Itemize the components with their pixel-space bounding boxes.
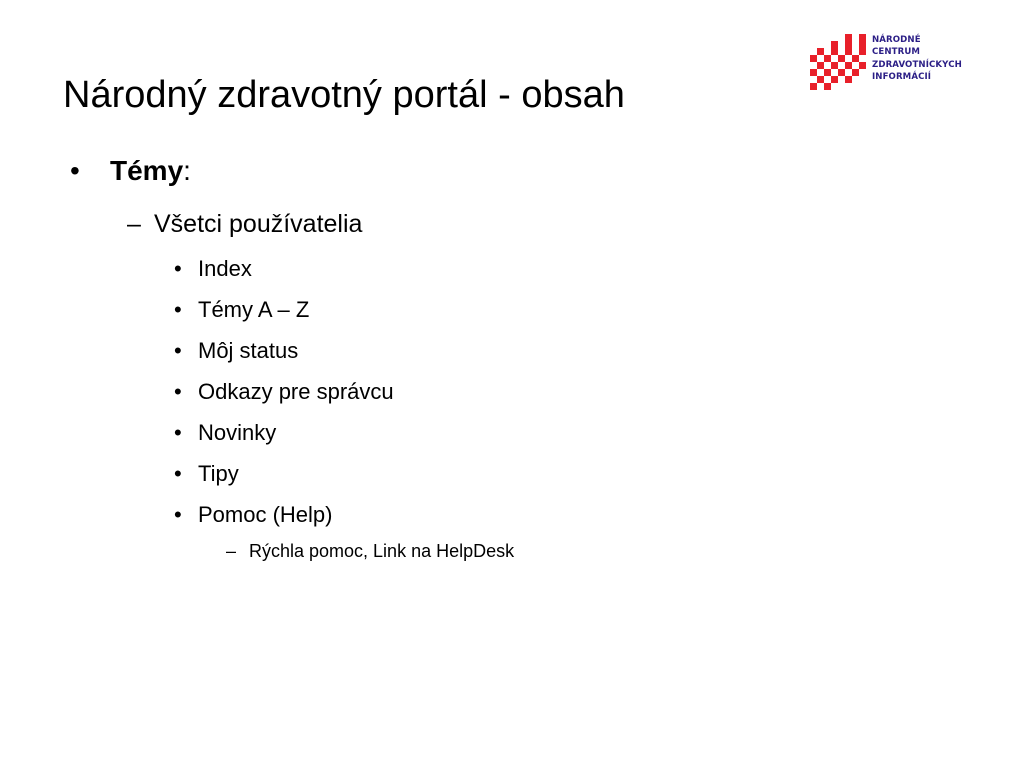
- bullet-marker: •: [70, 155, 80, 186]
- bullet-level3-item: Novinky: [198, 420, 277, 445]
- bullet-level3-item: Index: [198, 256, 252, 281]
- bullet-marker: •: [174, 461, 182, 486]
- bullet-marker: •: [174, 256, 182, 281]
- logo-line: CENTRUM: [872, 47, 921, 58]
- bullet-marker: •: [174, 297, 182, 322]
- bullet-marker: •: [174, 420, 182, 445]
- bullet-level1: [110, 151, 191, 191]
- logo-line: INFORMÁCIÍ: [872, 72, 932, 83]
- bullet-level2: Všetci používatelia: [154, 210, 363, 238]
- dash-marker: –: [127, 210, 141, 238]
- bullet-marker: •: [174, 379, 182, 404]
- bullet-level3-item: Tipy: [198, 461, 239, 486]
- bullet-marker: •: [174, 338, 182, 363]
- bullet-level3-item: Odkazy pre správcu: [198, 379, 394, 404]
- bullet-level1-label: Témy: [110, 155, 184, 186]
- dash-marker: –: [226, 541, 237, 561]
- bullet-marker: •: [174, 502, 182, 527]
- bullet-level3-item: Témy A – Z: [198, 297, 310, 322]
- bullet-level1-suffix: :: [183, 155, 191, 186]
- logo-line: ZDRAVOTNÍCKYCH: [872, 59, 962, 70]
- bullet-level4: Rýchla pomoc, Link na HelpDesk: [249, 541, 515, 561]
- bullet-level3-item: Môj status: [198, 338, 299, 363]
- logo-line: NÁRODNÉ: [872, 35, 921, 45]
- bullet-level3-item: Pomoc (Help): [198, 502, 333, 527]
- slide-title: Národný zdravotný portál - obsah: [63, 74, 625, 116]
